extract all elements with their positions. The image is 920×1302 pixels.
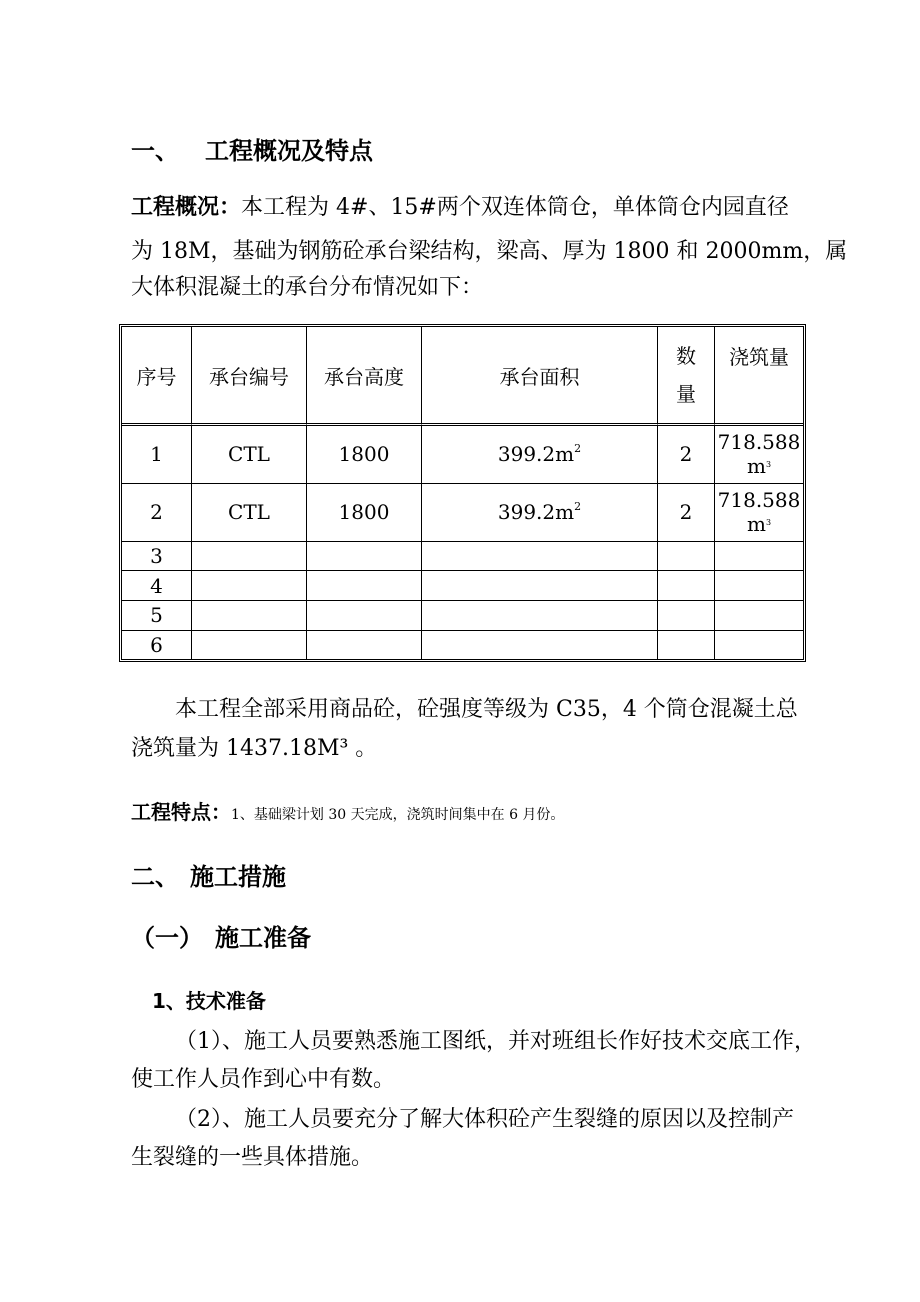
overview-label: 工程概况：	[131, 195, 242, 220]
cell-height	[307, 631, 422, 659]
cell-area	[422, 631, 658, 659]
cell-area	[422, 571, 658, 601]
section2-title: 施工措施	[190, 863, 286, 891]
cell-code	[192, 631, 307, 659]
summary-line2: 浇筑量为 1437.18M³ 。	[131, 736, 378, 761]
para2-line1: （2）、施工人员要充分了解大体积砼产生裂缝的原因以及控制产	[175, 1107, 794, 1132]
cell-no: 3	[122, 542, 192, 572]
cell-code	[192, 571, 307, 601]
cell-no: 2	[122, 484, 192, 542]
cell-code: CTL	[192, 426, 307, 484]
para1-line2: 使工作人员作到心中有数。	[131, 1067, 396, 1092]
cell-volume	[715, 601, 803, 631]
cell-area	[422, 542, 658, 572]
table-row	[122, 484, 803, 542]
subsection1-number: （一）	[131, 924, 203, 952]
cell-volume	[715, 571, 803, 601]
cell-volume	[715, 542, 803, 572]
header-height: 承台高度	[307, 327, 422, 426]
cell-height	[307, 601, 422, 631]
para2-line2: 生裂缝的一些具体措施。	[131, 1145, 374, 1170]
cell-height: 1800	[307, 484, 422, 542]
summary-line1: 本工程全部采用商品砼，砼强度等级为 C35，4 个筒仓混凝土总	[175, 697, 798, 722]
cell-volume: 718.588 $m^3$	[715, 426, 803, 484]
cell-qty	[658, 631, 715, 659]
cell-height	[307, 542, 422, 572]
cell-qty	[658, 601, 715, 631]
cell-code	[192, 601, 307, 631]
features-line: 工程特点：1、基础梁计划 30 天完成，浇筑时间集中在 6 月份。	[131, 800, 565, 824]
table-row	[122, 601, 803, 631]
cell-qty	[658, 542, 715, 572]
pile-cap-table	[119, 324, 806, 662]
cell-qty: 2	[658, 484, 715, 542]
header-qty: 数 量	[658, 327, 715, 426]
cell-qty: 2	[658, 426, 715, 484]
overview-line1: 工程概况：本工程为 4#、15#两个双连体筒仓，单体筒仓内园直径	[131, 195, 789, 220]
cell-no: 4	[122, 571, 192, 601]
cell-height: 1800	[307, 426, 422, 484]
cell-volume: 718.588 $m^3$	[715, 484, 803, 542]
features-text: 1、基础梁计划 30 天完成，浇筑时间集中在 6 月份。	[231, 807, 565, 823]
cell-height	[307, 571, 422, 601]
overview-line3: 大体积混凝土的承台分布情况如下：	[131, 275, 484, 300]
table-row	[122, 631, 803, 659]
features-label: 工程特点	[131, 800, 211, 824]
table-header-row	[122, 327, 803, 426]
header-volume: 浇筑量	[715, 327, 803, 426]
header-area: 承台面积	[422, 327, 658, 426]
cell-code	[192, 542, 307, 572]
table-row	[122, 426, 803, 484]
section1-title: 工程概况及特点	[205, 137, 373, 165]
header-no: 序号	[122, 327, 192, 426]
cell-area	[422, 601, 658, 631]
cell-volume	[715, 631, 803, 659]
section1-number: 一、	[131, 137, 179, 165]
cell-code: CTL	[192, 484, 307, 542]
cell-qty	[658, 571, 715, 601]
header-code: 承台编号	[192, 327, 307, 426]
cell-no: 5	[122, 601, 192, 631]
table-row	[122, 542, 803, 572]
overview-line2: 为 18M，基础为钢筋砼承台梁结构，梁高、厚为 1800 和 2000mm，属	[131, 239, 848, 264]
cell-no: 6	[122, 631, 192, 659]
para1-line1: （1）、施工人员要熟悉施工图纸，并对班组长作好技术交底工作，	[175, 1029, 816, 1054]
section2-number: 二、	[131, 863, 179, 891]
cell-no: 1	[122, 426, 192, 484]
table-row	[122, 571, 803, 601]
subsection1-title: 施工准备	[215, 924, 311, 952]
cell-area: $399.2m^2$	[422, 484, 658, 542]
cell-area: $399.2m^2$	[422, 426, 658, 484]
item1-title: 1、技术准备	[152, 989, 266, 1013]
